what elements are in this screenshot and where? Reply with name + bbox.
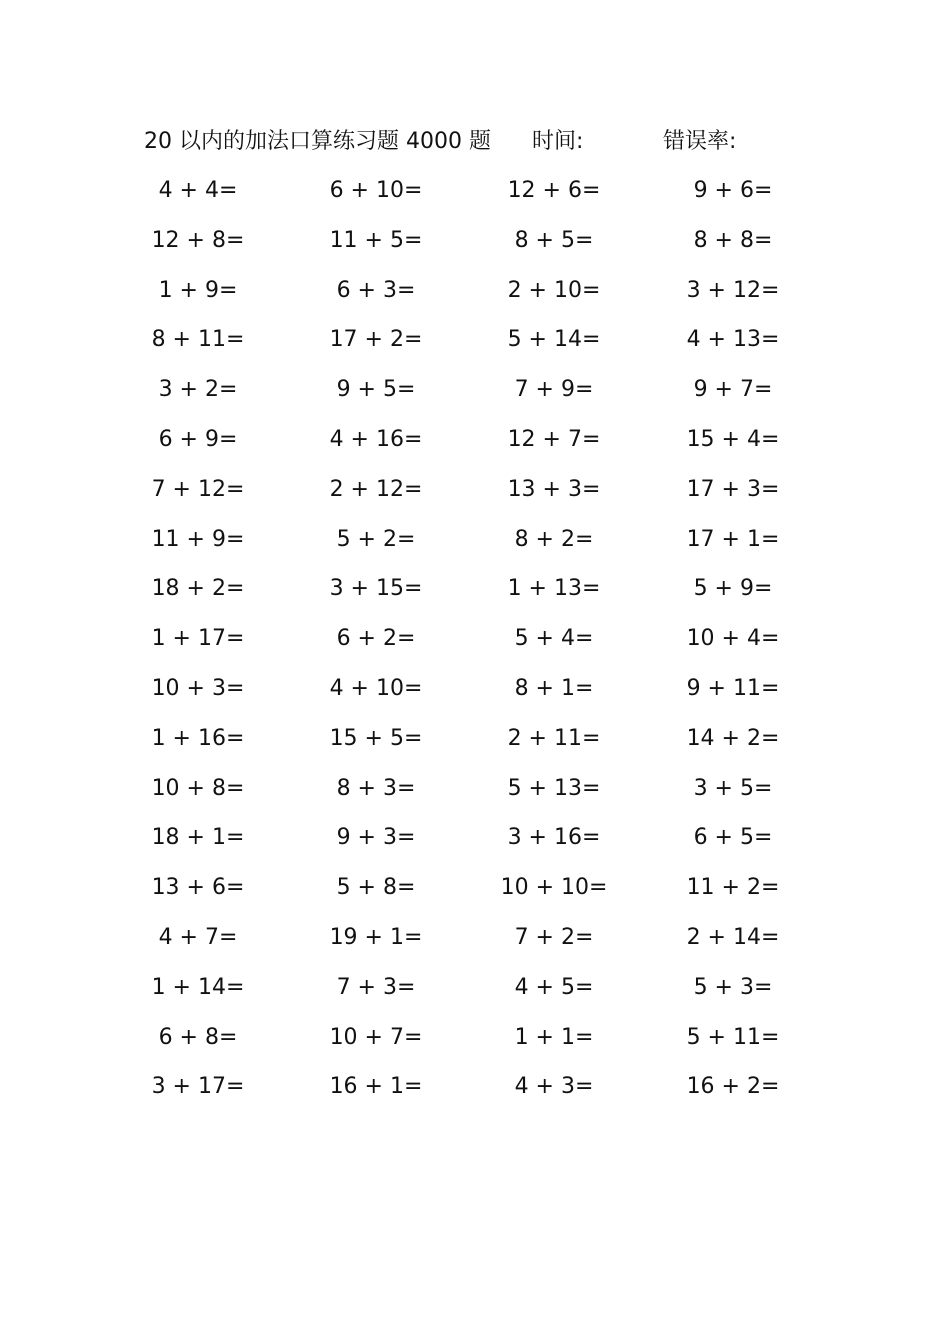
addition-problem: 2 + 10= [507, 277, 601, 303]
addition-problem: 3 + 12= [686, 277, 780, 303]
addition-problem: 6 + 5= [693, 825, 773, 851]
problem-row [0, 671, 950, 721]
addition-problem: 12 + 8= [151, 227, 245, 253]
problem-row [0, 522, 950, 572]
addition-problem: 5 + 9= [693, 576, 773, 602]
addition-problem: 10 + 10= [500, 875, 608, 901]
addition-problem: 8 + 2= [514, 526, 594, 552]
addition-problem: 7 + 3= [336, 974, 416, 1000]
addition-problem: 3 + 16= [507, 825, 601, 851]
addition-problem: 9 + 3= [336, 825, 416, 851]
addition-problem: 17 + 2= [329, 327, 423, 353]
addition-problem: 18 + 1= [151, 825, 245, 851]
addition-problem: 12 + 7= [507, 426, 601, 452]
addition-problem: 4 + 7= [158, 924, 238, 950]
problem-row [0, 970, 950, 1020]
addition-problem: 5 + 13= [507, 775, 601, 801]
problem-row [0, 870, 950, 920]
addition-problem: 5 + 8= [336, 875, 416, 901]
addition-problem: 9 + 5= [336, 377, 416, 403]
addition-problem: 8 + 8= [693, 227, 773, 253]
problem-row [0, 771, 950, 821]
addition-problem: 8 + 11= [151, 327, 245, 353]
addition-problem: 8 + 5= [514, 227, 594, 253]
problem-row [0, 273, 950, 323]
addition-problem: 3 + 5= [693, 775, 773, 801]
addition-problem: 10 + 8= [151, 775, 245, 801]
addition-problem: 7 + 2= [514, 924, 594, 950]
addition-problem: 9 + 11= [686, 675, 780, 701]
addition-problem: 15 + 5= [329, 725, 423, 751]
addition-problem: 6 + 9= [158, 426, 238, 452]
addition-problem: 5 + 14= [507, 327, 601, 353]
addition-problem: 7 + 12= [151, 476, 245, 502]
addition-problem: 6 + 2= [336, 626, 416, 652]
addition-problem: 11 + 5= [329, 227, 423, 253]
addition-problem: 13 + 6= [151, 875, 245, 901]
worksheet-header [0, 124, 950, 160]
addition-problem: 4 + 16= [329, 426, 423, 452]
addition-problem: 1 + 9= [158, 277, 238, 303]
addition-problem: 3 + 15= [329, 576, 423, 602]
addition-problem: 6 + 3= [336, 277, 416, 303]
problem-row [0, 820, 950, 870]
addition-problem: 2 + 12= [329, 476, 423, 502]
addition-problem: 3 + 2= [158, 377, 238, 403]
addition-problem: 11 + 2= [686, 875, 780, 901]
problem-row [0, 472, 950, 522]
problem-row [0, 721, 950, 771]
addition-problem: 12 + 6= [507, 178, 601, 203]
addition-problem: 10 + 7= [329, 1024, 423, 1050]
problem-row [0, 173, 950, 223]
problem-row [0, 571, 950, 621]
addition-problem: 4 + 10= [329, 675, 423, 701]
addition-problem: 1 + 13= [507, 576, 601, 602]
problem-row [0, 1020, 950, 1070]
addition-problem: 9 + 6= [693, 178, 773, 203]
addition-problem: 4 + 3= [514, 1074, 594, 1100]
addition-problem: 16 + 1= [329, 1074, 423, 1100]
problem-row [0, 621, 950, 671]
addition-problem: 1 + 14= [151, 974, 245, 1000]
addition-problem: 4 + 5= [514, 974, 594, 1000]
problem-row [0, 422, 950, 472]
addition-problem: 1 + 1= [514, 1024, 594, 1050]
addition-problem: 15 + 4= [686, 426, 780, 452]
worksheet-title: 20 以内的加法口算练习题 4000 题 [144, 129, 491, 154]
error-rate-label: 错误率: [663, 129, 737, 154]
addition-problem: 7 + 9= [514, 377, 594, 403]
addition-problem: 5 + 11= [686, 1024, 780, 1050]
addition-problem: 6 + 8= [158, 1024, 238, 1050]
addition-problem: 5 + 2= [336, 526, 416, 552]
addition-problem: 8 + 1= [514, 675, 594, 701]
addition-problem: 1 + 16= [151, 725, 245, 751]
addition-problem: 8 + 3= [336, 775, 416, 801]
problem-row [0, 1069, 950, 1119]
addition-problem: 17 + 1= [686, 526, 780, 552]
addition-problem: 18 + 2= [151, 576, 245, 602]
addition-problem: 11 + 9= [151, 526, 245, 552]
addition-problem: 4 + 13= [686, 327, 780, 353]
problem-row [0, 322, 950, 372]
addition-problem: 17 + 3= [686, 476, 780, 502]
addition-problem: 3 + 17= [151, 1074, 245, 1100]
addition-problem: 10 + 3= [151, 675, 245, 701]
addition-problem: 19 + 1= [329, 924, 423, 950]
problem-grid [0, 173, 950, 1119]
addition-problem: 6 + 10= [329, 178, 423, 203]
addition-problem: 1 + 17= [151, 626, 245, 652]
problem-row [0, 223, 950, 273]
time-label: 时间: [532, 129, 584, 154]
addition-problem: 14 + 2= [686, 725, 780, 751]
addition-problem: 10 + 4= [686, 626, 780, 652]
addition-problem: 9 + 7= [693, 377, 773, 403]
addition-problem: 2 + 14= [686, 924, 780, 950]
addition-problem: 13 + 3= [507, 476, 601, 502]
addition-problem: 2 + 11= [507, 725, 601, 751]
addition-problem: 5 + 3= [693, 974, 773, 1000]
addition-problem: 16 + 2= [686, 1074, 780, 1100]
problem-row [0, 920, 950, 970]
addition-problem: 5 + 4= [514, 626, 594, 652]
problem-row [0, 372, 950, 422]
addition-problem: 4 + 4= [158, 178, 238, 203]
